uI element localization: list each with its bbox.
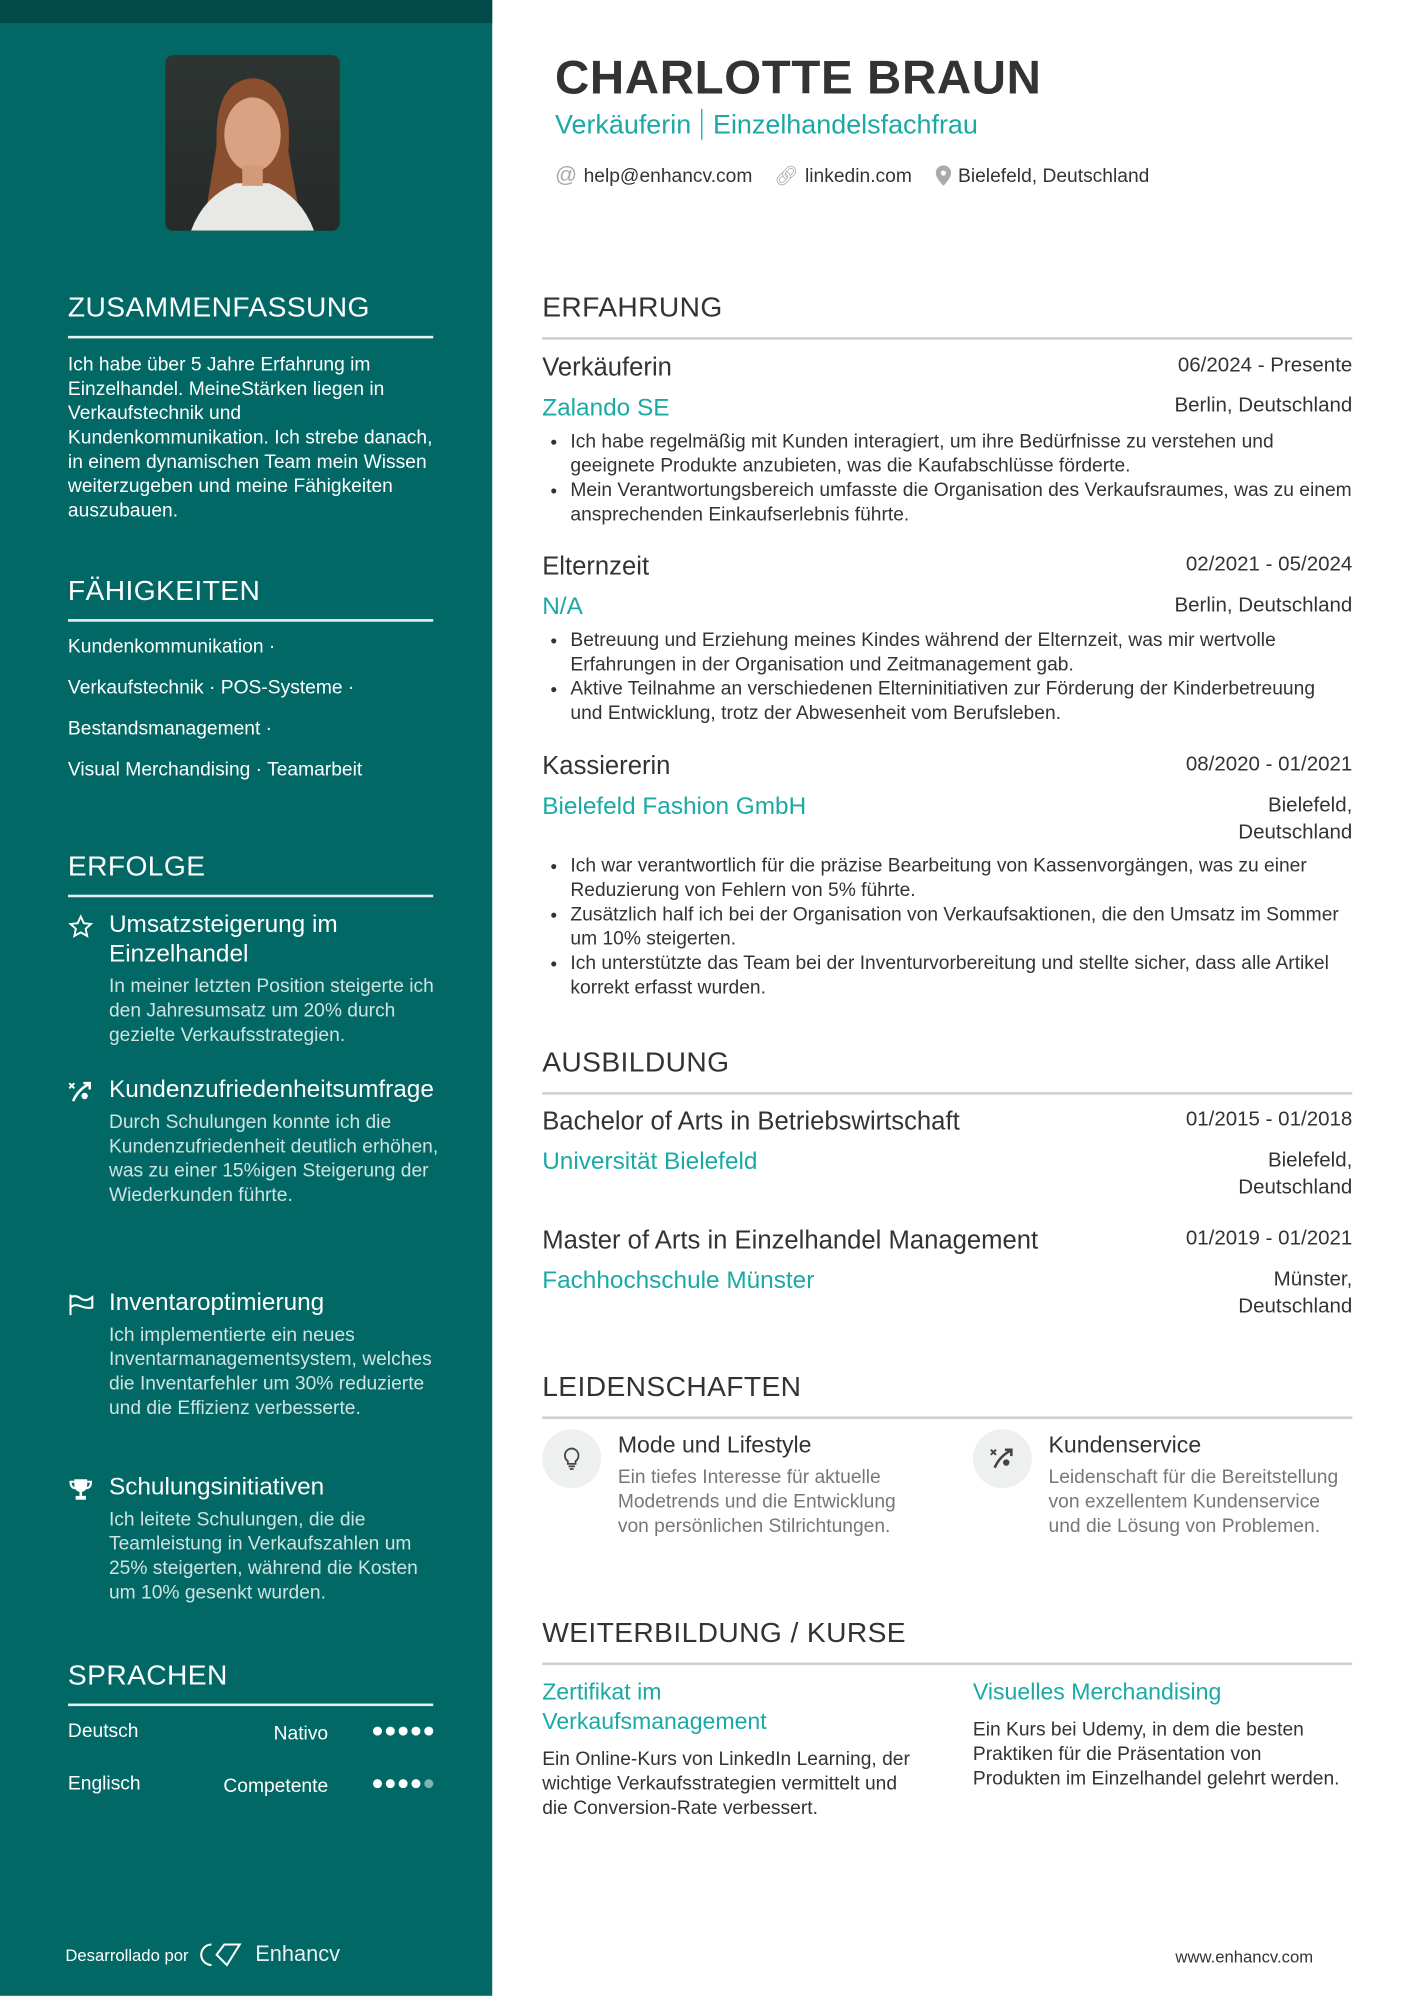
job-location: Berlin, Deutschland [1174,594,1353,617]
sidebar [0,0,492,1996]
bullet: • Ich habe regelmäßig mit Kunden interagiert, um ihre Bedürfnisse zu verstehen und geeignete Produkte anzubieten, was die Kaufabschlüsse förderte. [570,429,1352,478]
achievement-desc: Ich implementierte ein neues Inventarmanagementsystem, welches die Inventarfehler um 30% reduzierte und die Effizienz verbesserte. [108,1324,432,1419]
language-name: Englisch [67,1772,141,1795]
passions-section-header [542,1370,1352,1419]
website-link[interactable]: www.enhancv.com [1175,1947,1314,1967]
bullet-list [542,854,1352,1000]
course-item [973,1678,1345,1791]
edu-date: 01/2019 - 01/2021 [1185,1227,1353,1250]
passion-item [973,1429,1345,1538]
flag-icon [68,1292,94,1318]
education-heading: AUSBILDUNG [542,1045,730,1079]
summary-text: Ich habe über 5 Jahre Erfahrung im Einzelhandel. MeineStärken liegen in Verkaufstechnik und Kundenkommunikation. Ich strebe danach, in einem dynamischen Team mein Wissen weiterzugeben und meine Fähigkeiten auszubauen. [67,353,433,522]
course-title: Zertifikat im Verkaufsmanagement [542,1679,767,1735]
course-title: Visuelles Merchandising [972,1679,1222,1705]
divider [68,619,433,622]
company: N/A [542,593,583,621]
skill-row: Bestandsmanagement · [67,717,273,740]
job-location: Berlin, Deutschland [1174,394,1353,417]
contact-row [555,163,1149,189]
language-row [68,1773,433,1799]
passion-desc: Leidenschaft für die Bereitstellung von exzellentem Kundenservice und die Lösung von Problemen. [1048,1466,1339,1537]
education-section-header [542,1046,1352,1095]
experience-item [542,751,1352,1000]
edu-location [1238,1147,1352,1201]
summary-heading: ZUSAMMENFASSUNG [67,290,370,324]
achievement-item [68,1288,440,1420]
location-pin-icon [936,165,951,186]
experience-heading: ERFAHRUNG [542,290,723,324]
passion-desc: Ein tiefes Interesse für aktuelle Modetrends und die Entwicklung von persönlichen Stilrichtungen. [617,1466,896,1537]
location-line: Bielefeld, [1267,794,1353,817]
strategy-icon [68,1079,94,1105]
company: Zalando SE [542,394,670,422]
courses-heading: WEITERBILDUNG / KURSE [542,1616,906,1649]
experience-section-header [542,291,1352,340]
language-rating [373,1779,433,1788]
company: Bielefeld Fashion GmbH [542,793,807,821]
job-location [1238,792,1352,846]
passions-heading: LEIDENSCHAFTEN [542,1370,802,1403]
profile-photo [165,55,339,231]
bullet-list [542,429,1352,526]
experience-item [542,353,1352,527]
divider [68,1704,433,1707]
bullet: • Mein Verantwortungsbereich umfasste die Organisation des Verkaufsraumes, was zu einem ansprechenden Einkaufserlebnis führte. [570,478,1352,527]
achievement-desc: In meiner letzten Position steigerte ich den Jahresumsatz um 20% durch gezielte Verkaufsstrategien. [108,975,434,1046]
degree: Master of Arts in Einzelhandel Management [542,1226,1039,1255]
language-rating [373,1727,433,1736]
school: Universität Bielefeld [542,1148,758,1176]
divider [68,895,433,898]
skill-row: Visual Merchandising · Teamarbeit [67,758,363,781]
divider [542,337,1352,340]
bullet: • Aktive Teilnahme an verschiedenen Elterninitiativen zur Förderung der Kinderbetreuung und Entwicklung, trotz der Abwesenheit vom Berufsleben. [570,677,1352,726]
divider [542,1416,1352,1419]
edu-location [1238,1266,1352,1320]
location-line: Bielefeld, [1267,1149,1353,1172]
passion-title: Mode und Lifestyle [617,1431,812,1458]
trophy-icon [68,1477,94,1503]
achievements-heading: ERFOLGE [67,849,206,882]
location-line: Deutschland [1238,1295,1353,1318]
divider [68,336,433,339]
candidate-name: CHARLOTTE BRAUN [555,51,1042,104]
job-role: Verkäuferin [542,353,672,382]
linkedin-link[interactable]: linkedin.com [805,164,912,187]
experience-item [542,551,1352,725]
location-line: Münster, [1273,1269,1353,1291]
enhancv-logo-icon [199,1942,245,1968]
location-line: Deutschland [1238,1176,1353,1199]
bullet: • Zusätzlich half ich bei der Organisation von Verkaufsaktionen, die den Umsatz im Sommer um 10% steigerten. [570,902,1352,951]
brand-name: Enhancv [255,1941,341,1967]
education-item [542,1106,1353,1199]
strategy-icon [973,1429,1032,1488]
language-level: Nativo [273,1722,329,1745]
achievement-item [68,910,440,1047]
star-icon [68,914,94,940]
achievement-title: Umsatzsteigerung im Einzelhandel [108,911,338,968]
sidebar-top-band [0,0,492,23]
skill-row: Verkaufstechnik · POS-Systeme · [67,676,355,699]
passion-item [542,1429,914,1538]
achievement-desc: Ich leitete Schulungen, die die Teamleistung in Verkaufszahlen um 25% steigerten, während die Kosten um 10% gesenkt wurden. [108,1508,418,1604]
school: Fachhochschule Münster [542,1267,815,1295]
job-role: Kassiererin [542,752,671,781]
language-row [68,1720,433,1746]
location-line: Deutschland [1238,821,1353,844]
job-role: Elternzeit [542,552,650,581]
achievement-item [68,1075,440,1207]
achievement-item [68,1473,440,1605]
course-desc: Ein Kurs bei Udemy, in dem die besten Praktiken für die Präsentation von Produkten im Einzelhandel gelehrt werden. [972,1718,1340,1790]
courses-section-header [542,1616,1352,1665]
skills-heading: FÄHIGKEITEN [67,574,261,607]
lightbulb-icon [542,1429,601,1488]
role-1: Verkäuferin [555,110,692,140]
divider [542,1092,1352,1095]
edu-date: 01/2015 - 01/2018 [1185,1108,1353,1131]
degree: Bachelor of Arts in Betriebswirtschaft [542,1107,960,1136]
job-date: 08/2020 - 01/2021 [1185,753,1353,776]
education-item [542,1225,1353,1318]
course-desc: Ein Online-Kurs von LinkedIn Learning, der wichtige Verkaufsstrategien vermittelt und die Conversion-Rate verbessert. [542,1748,910,1819]
powered-by-label: Desarrollado por [65,1945,189,1965]
role-2: Einzelhandelsfachfrau [712,110,978,140]
link-icon: 🔗︎ [774,165,799,188]
bullet: • Betreuung und Erziehung meines Kindes während der Elternzeit, was mir wertvolle Erfahrungen in der Organisation und Zeitmanagement gab. [570,628,1352,677]
job-date: 02/2021 - 05/2024 [1185,553,1353,576]
divider [542,1663,1352,1666]
job-title [555,109,978,141]
powered-by [65,1942,340,1968]
bullet-list [542,628,1352,725]
at-icon: @ [555,162,578,188]
bullet: • Ich war verantwortlich für die präzise Bearbeitung von Kassenvorgängen, was zu einer Reduzierung von Fehlern von 5% führte. [570,854,1352,903]
achievement-title: Kundenzufriedenheitsumfrage [108,1076,434,1104]
language-name: Deutsch [67,1720,139,1742]
achievement-title: Inventaroptimierung [108,1289,325,1317]
language-level: Competente [223,1775,329,1798]
languages-heading: SPRACHEN [67,1658,228,1691]
passion-title: Kundenservice [1048,1431,1202,1458]
skill-row: Kundenkommunikation · [67,635,276,658]
location: Bielefeld, Deutschland [958,164,1150,187]
job-date: 06/2024 - Presente [1177,355,1353,377]
email-link[interactable]: help@enhancv.com [583,164,753,187]
bullet: • Ich unterstützte das Team bei der Inventurvorbereitung und stellte sicher, dass alle Artikel korrekt erfasst wurden. [570,951,1352,1000]
achievement-desc: Durch Schulungen konnte ich die Kundenzufriedenheit deutlich erhöhen, was zu einer 15%igen Steigerung der Wiederkunden führte. [108,1111,439,1207]
achievement-title: Schulungsinitiativen [108,1474,325,1502]
course-item [542,1678,914,1820]
skills-list [68,635,440,799]
